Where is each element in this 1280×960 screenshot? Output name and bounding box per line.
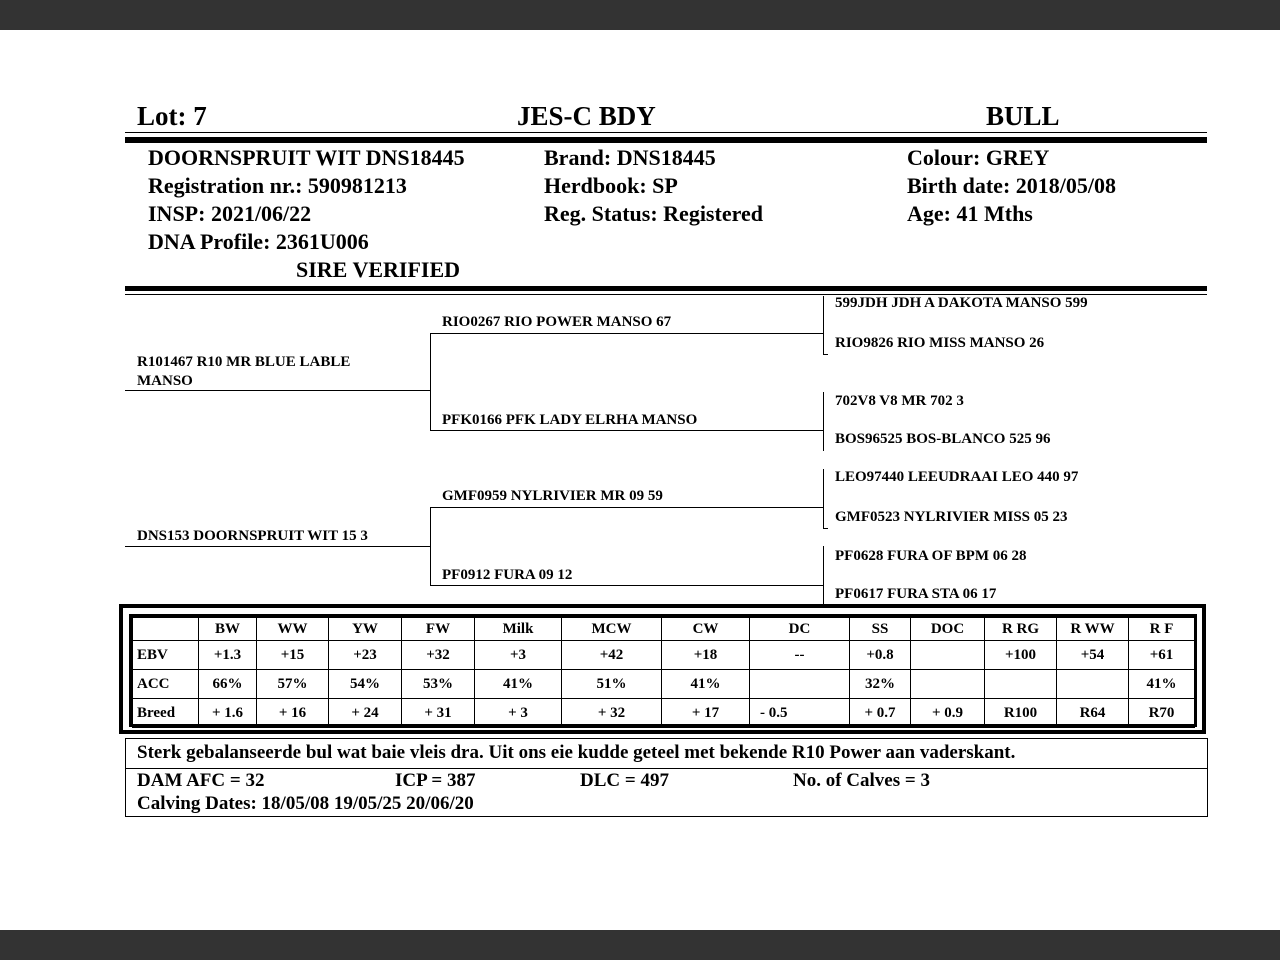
dam-afc: DAM AFC = 32 bbox=[137, 770, 265, 791]
brand: Brand: DNS18445 bbox=[544, 145, 716, 170]
dam-line bbox=[125, 546, 430, 547]
ebv-column-header: YW bbox=[329, 618, 402, 641]
comment-text: Sterk gebalanseerde bul wat baie vleis dra. Uit ons eie kudde geteel met bekende R10 Power aan vaderskant. bbox=[137, 742, 1016, 763]
pedigree-ggp: 599JDH JDH A DAKOTA MANSO 599 bbox=[835, 295, 1088, 311]
icp: ICP = 387 bbox=[395, 770, 476, 791]
dam-sire-bracket bbox=[823, 469, 824, 528]
bottom-dark-bar bbox=[0, 930, 1280, 960]
ebv-row-label: ACC bbox=[133, 670, 199, 699]
ebv-cell: 41% bbox=[475, 670, 562, 699]
insp-date: INSP: 2021/06/22 bbox=[148, 201, 312, 226]
ebv-column-header: FW bbox=[402, 618, 475, 641]
ebv-cell: R64 bbox=[1057, 699, 1129, 728]
ebv-cell: +23 bbox=[329, 641, 402, 670]
ebv-cell: + 0.9 bbox=[911, 699, 985, 728]
pedigree-ggp: LEO97440 LEEUDRAAI LEO 440 97 bbox=[835, 469, 1079, 485]
birth-date: Birth date: 2018/05/08 bbox=[907, 173, 1116, 198]
animal-code: JES-C BDY bbox=[517, 101, 656, 131]
ebv-cell: 41% bbox=[662, 670, 750, 699]
pedigree-dam-dam: PF0912 FURA 09 12 bbox=[442, 567, 573, 583]
ebv-cell: +18 bbox=[662, 641, 750, 670]
comment-divider bbox=[126, 768, 1207, 769]
sire-line bbox=[125, 390, 430, 391]
ebv-column-header: BW bbox=[199, 618, 257, 641]
sire-dam-line bbox=[430, 430, 823, 431]
ebv-cell: 54% bbox=[329, 670, 402, 699]
ebv-cell: + 24 bbox=[329, 699, 402, 728]
ebv-cell: +32 bbox=[402, 641, 475, 670]
ebv-cell: + 17 bbox=[662, 699, 750, 728]
number-of-calves: No. of Calves = 3 bbox=[793, 770, 930, 791]
ebv-row-label: Breed bbox=[133, 699, 199, 728]
sire-sire-line bbox=[430, 333, 823, 334]
dlc: DLC = 497 bbox=[580, 770, 669, 791]
dam-dam-line bbox=[430, 585, 823, 586]
ebv-cell: 32% bbox=[850, 670, 911, 699]
pedigree-sire-sire: RIO0267 RIO POWER MANSO 67 bbox=[442, 314, 672, 330]
ebv-column-header: WW bbox=[257, 618, 329, 641]
ebv-cell bbox=[1057, 670, 1129, 699]
ebv-cell: +42 bbox=[562, 641, 662, 670]
registration-number: Registration nr.: 590981213 bbox=[148, 173, 407, 198]
sire-dam-bracket bbox=[823, 392, 824, 451]
pedigree-ggp: BOS96525 BOS-BLANCO 525 96 bbox=[835, 431, 1051, 447]
ebv-cell: +3 bbox=[475, 641, 562, 670]
colour: Colour: GREY bbox=[907, 145, 1050, 170]
ebv-column-header: DC bbox=[750, 618, 850, 641]
ebv-row-acc bbox=[133, 670, 1195, 699]
pedigree-sire: R101467 R10 MR BLUE LABLE MANSO bbox=[137, 354, 351, 389]
ebv-cell: + 16 bbox=[257, 699, 329, 728]
pedigree-ggp: PF0617 FURA STA 06 17 bbox=[835, 586, 997, 602]
animal-name: DOORNSPRUIT WIT DNS18445 bbox=[148, 145, 465, 170]
ebv-cell: +15 bbox=[257, 641, 329, 670]
ebv-cell: + 0.7 bbox=[850, 699, 911, 728]
lot-number: Lot: 7 bbox=[137, 101, 207, 131]
dna-profile: DNA Profile: 2361U006 bbox=[148, 229, 369, 254]
pedigree-ggp: GMF0523 NYLRIVIER MISS 05 23 bbox=[835, 509, 1068, 525]
ebv-column-header: R WW bbox=[1057, 618, 1129, 641]
ebv-table bbox=[132, 617, 1195, 728]
pedigree-ggp: 702V8 V8 MR 702 3 bbox=[835, 393, 964, 409]
pedigree-ggp: RIO9826 RIO MISS MANSO 26 bbox=[835, 335, 1045, 351]
ebv-cell: 41% bbox=[1129, 670, 1195, 699]
ggp-tick bbox=[823, 528, 828, 529]
ebv-cell: +54 bbox=[1057, 641, 1129, 670]
ebv-column-header: DOC bbox=[911, 618, 985, 641]
ggp-tick bbox=[823, 354, 828, 355]
ebv-cell: 57% bbox=[257, 670, 329, 699]
ebv-column-header: R RG bbox=[985, 618, 1057, 641]
reg-status: Reg. Status: Registered bbox=[544, 201, 763, 226]
dam-sire-line bbox=[430, 507, 823, 508]
age: Age: 41 Mths bbox=[907, 201, 1033, 226]
ebv-cell: 66% bbox=[199, 670, 257, 699]
ebv-column-header bbox=[133, 618, 199, 641]
pedigree-sire-dam: PFK0166 PFK LADY ELRHA MANSO bbox=[442, 412, 698, 428]
ebv-cell: +61 bbox=[1129, 641, 1195, 670]
ebv-row-label: EBV bbox=[133, 641, 199, 670]
ebv-cell: +100 bbox=[985, 641, 1057, 670]
sire-bracket bbox=[430, 333, 431, 430]
ebv-column-header: MCW bbox=[562, 618, 662, 641]
ebv-cell: - 0.5 bbox=[750, 699, 850, 728]
ebv-cell: R70 bbox=[1129, 699, 1195, 728]
ebv-cell: 51% bbox=[562, 670, 662, 699]
ebv-cell: + 31 bbox=[402, 699, 475, 728]
ebv-cell: + 1.6 bbox=[199, 699, 257, 728]
dam-bracket bbox=[430, 507, 431, 585]
ebv-cell bbox=[750, 670, 850, 699]
pedigree-dam: DNS153 DOORNSPRUIT WIT 15 3 bbox=[137, 528, 368, 544]
ebv-cell bbox=[985, 670, 1057, 699]
ebv-header-row bbox=[133, 618, 1195, 641]
ebv-row-ebv bbox=[133, 641, 1195, 670]
sire-sire-bracket bbox=[823, 296, 824, 354]
pedigree-dam-sire: GMF0959 NYLRIVIER MR 09 59 bbox=[442, 488, 663, 504]
ebv-column-header: Milk bbox=[475, 618, 562, 641]
animal-type: BULL bbox=[986, 101, 1060, 131]
ebv-cell: + 3 bbox=[475, 699, 562, 728]
ebv-cell: 53% bbox=[402, 670, 475, 699]
ebv-cell: +1.3 bbox=[199, 641, 257, 670]
sire-verified: SIRE VERIFIED bbox=[296, 257, 461, 282]
ebv-column-header: R F bbox=[1129, 618, 1195, 641]
ebv-cell bbox=[911, 641, 985, 670]
ebv-cell: + 32 bbox=[562, 699, 662, 728]
details-rule-thick bbox=[125, 286, 1207, 291]
ebv-cell: -- bbox=[750, 641, 850, 670]
dam-dam-bracket bbox=[823, 546, 824, 605]
ebv-cell: +0.8 bbox=[850, 641, 911, 670]
header-rule-thick bbox=[125, 137, 1207, 143]
calving-dates: Calving Dates: 18/05/08 19/05/25 20/06/20 bbox=[137, 793, 474, 814]
pedigree-ggp: PF0628 FURA OF BPM 06 28 bbox=[835, 548, 1027, 564]
ebv-cell bbox=[911, 670, 985, 699]
herdbook: Herdbook: SP bbox=[544, 173, 678, 198]
top-dark-bar bbox=[0, 0, 1280, 30]
ebv-column-header: CW bbox=[662, 618, 750, 641]
ebv-cell: R100 bbox=[985, 699, 1057, 728]
header-rule-thin bbox=[125, 132, 1207, 133]
ebv-row-breed bbox=[133, 699, 1195, 728]
ebv-column-header: SS bbox=[850, 618, 911, 641]
